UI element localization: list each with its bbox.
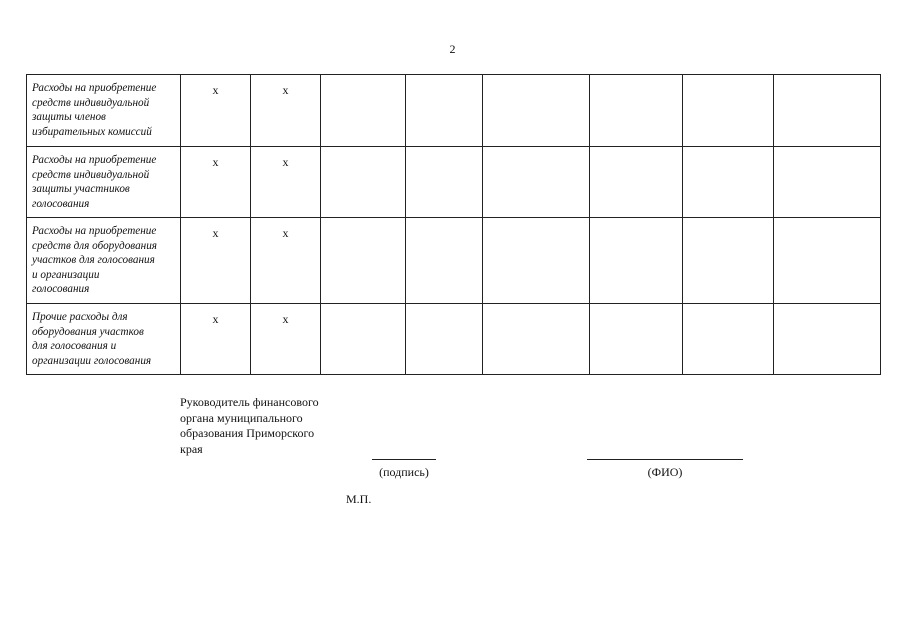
table-cell-empty [774, 218, 881, 304]
table-cell-empty [483, 75, 590, 147]
row-label-line: средств для оборудования [32, 239, 158, 252]
row-label-line: голосования [32, 197, 90, 210]
table-cell-mark: х [181, 304, 251, 375]
signature-line [372, 459, 436, 460]
table-cell-empty [406, 304, 483, 375]
signatory-title-line: органа муниципального [180, 410, 303, 425]
table-cell-empty [406, 75, 483, 147]
table-cell-mark: х [251, 218, 321, 304]
row-label-line: для голосования и [32, 340, 117, 353]
row-label-line: защиты участников [32, 183, 130, 196]
row-label-line: защиты членов [32, 111, 106, 124]
table-row [27, 304, 881, 375]
row-label [27, 218, 181, 304]
row-label-line: избирательных комиссий [32, 125, 152, 138]
row-label-line: Расходы на приобретение [32, 82, 157, 94]
signatory-title-line: Руководитель финансового [180, 395, 319, 409]
table-cell-empty [483, 304, 590, 375]
row-label-line: Расходы на приобретение [32, 154, 157, 166]
table-cell-empty [683, 218, 774, 304]
row-label-line: Прочие расходы для [32, 311, 128, 323]
signature-caption: (подпись) [379, 465, 429, 479]
row-label [27, 147, 181, 218]
table-cell-mark: х [181, 218, 251, 304]
row-label-line: средств индивидуальной [32, 96, 150, 109]
page-number: 2 [449, 42, 456, 56]
stamp-label: М.П. [346, 492, 372, 506]
table-cell-mark: х [251, 75, 321, 147]
table-cell-empty [321, 147, 406, 218]
row-label [27, 304, 181, 375]
signatory-title [180, 395, 319, 457]
row-label-line: организации голосования [32, 354, 152, 367]
table-cell-empty [406, 147, 483, 218]
table-cell-empty [321, 304, 406, 375]
row-label-line: голосования [32, 283, 90, 296]
table-cell-empty [406, 218, 483, 304]
row-label-line: и организации [32, 268, 100, 281]
expense-table [26, 74, 881, 375]
row-label [27, 75, 181, 147]
name-line [587, 459, 743, 460]
row-label-line: оборудования участков [32, 325, 144, 338]
signatory-title-line: края [180, 441, 203, 456]
table-cell-empty [774, 75, 881, 147]
table-row [27, 147, 881, 218]
table-cell-empty [590, 75, 683, 147]
table-cell-empty [590, 147, 683, 218]
table-cell-empty [590, 304, 683, 375]
table-cell-mark: х [181, 75, 251, 147]
table-cell-empty [321, 75, 406, 147]
row-label-line: Расходы на приобретение [32, 225, 157, 237]
name-caption: (ФИО) [647, 465, 683, 479]
table-cell-empty [590, 218, 683, 304]
table-cell-empty [483, 218, 590, 304]
row-label-line: средств индивидуальной [32, 168, 150, 181]
table-cell-empty [483, 147, 590, 218]
table-row [27, 218, 881, 304]
table-cell-empty [683, 147, 774, 218]
table-cell-empty [321, 218, 406, 304]
row-label-line: участков для голосования [32, 254, 155, 267]
signatory-title-line: образования Приморского [180, 426, 315, 440]
table-cell-mark: х [181, 147, 251, 218]
table-cell-empty [683, 75, 774, 147]
table-cell-empty [774, 304, 881, 375]
table-cell-empty [774, 147, 881, 218]
table-cell-mark: х [251, 147, 321, 218]
table-row [27, 75, 881, 147]
table-cell-mark: х [251, 304, 321, 375]
table-cell-empty [683, 304, 774, 375]
